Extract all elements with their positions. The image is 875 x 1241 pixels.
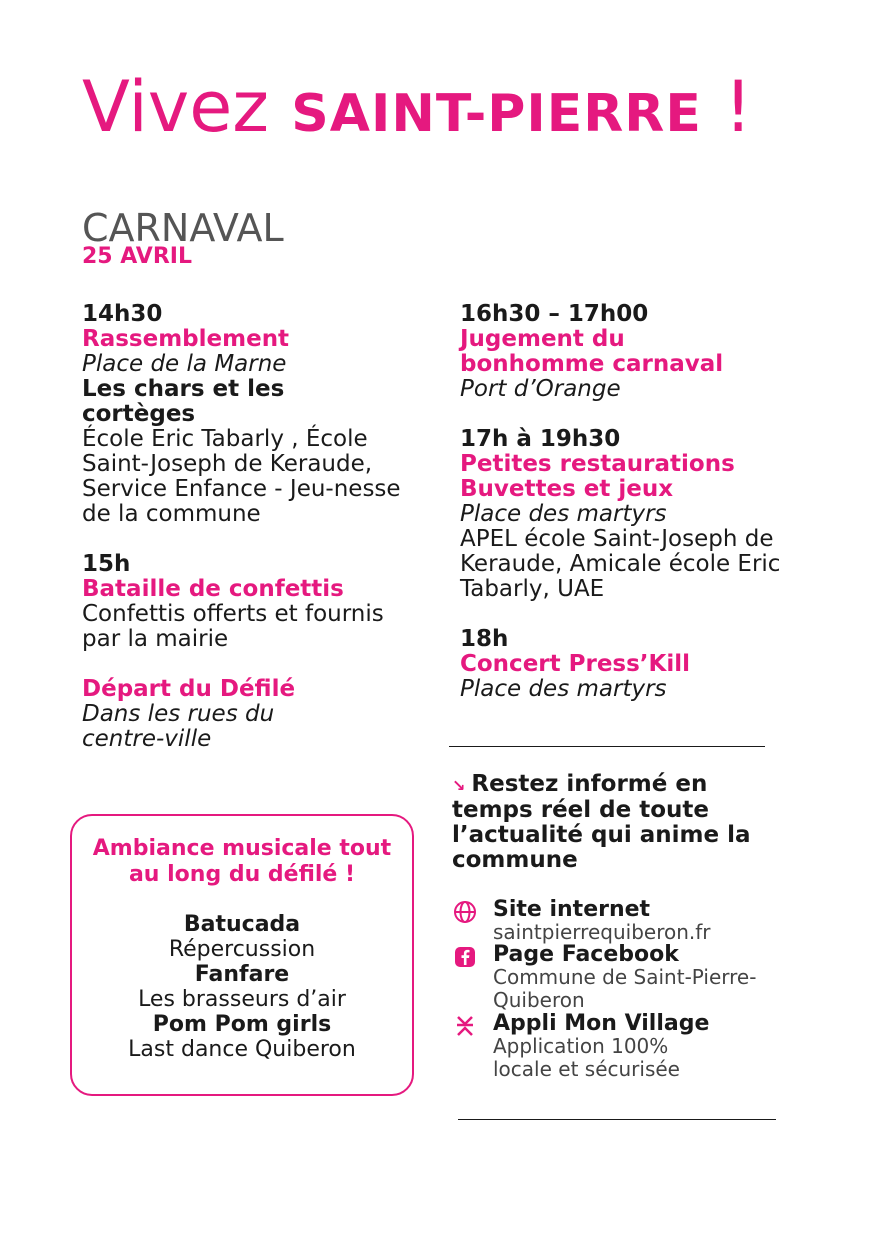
contact-value[interactable]: saintpierrequiberon.fr [493, 920, 711, 944]
contact-value: Application 100% locale et sécurisée [493, 1034, 680, 1081]
music-box [70, 814, 414, 1096]
schedule-item [460, 427, 790, 602]
mon-village-icon [452, 1014, 478, 1038]
page-title [82, 62, 752, 159]
contact-label: Site internet [493, 897, 651, 922]
music-list [72, 912, 412, 1062]
music-detail: Last dance Quiberon [128, 1037, 356, 1062]
schedule-time: 14h30 [82, 301, 163, 327]
schedule-place: Dans les rues du centre-ville [82, 701, 275, 752]
left-schedule [82, 302, 422, 777]
globe-icon [452, 900, 478, 924]
schedule-time: 15h [82, 551, 131, 577]
info-heading-block [452, 772, 772, 873]
arrow-down-right-icon: ↘ [452, 776, 466, 795]
schedule-time: 17h à 19h30 [460, 426, 621, 452]
contact-label: Page Facebook [493, 942, 679, 967]
schedule-item [82, 677, 422, 752]
event-date: 25 AVRIL [82, 244, 192, 269]
contact-value[interactable]: Commune de Saint-Pierre-Quiberon [493, 965, 757, 1012]
schedule-title: Départ du Défilé [82, 676, 296, 702]
event-name: CARNAVAL [82, 206, 284, 250]
music-name: Pom Pom girls [152, 1012, 332, 1037]
title-light: Vivez [82, 66, 270, 148]
contact-app[interactable] [452, 1012, 782, 1081]
divider [449, 746, 765, 747]
info-heading: Restez informé en temps réel de toute l’actualité qui anime la commune [452, 771, 751, 873]
schedule-description: École Eric Tabarly , École Saint-Joseph de Keraude, Service Enfance - Jeu-nesse de la commune [82, 426, 401, 527]
schedule-description: APEL école Saint-Joseph de Keraude, Amicale école Eric Tabarly, UAE [460, 526, 781, 602]
schedule-title: Rassemblement [82, 326, 290, 352]
contact-facebook[interactable] [452, 943, 782, 1012]
title-exclamation: ! [724, 66, 753, 148]
music-detail: Les brasseurs d’air [138, 987, 346, 1012]
schedule-title: Jugement du bonhomme carnaval [460, 326, 724, 377]
schedule-time: 16h30 – 17h00 [460, 301, 649, 327]
music-heading: Ambiance musicale tout au long du défilé ! [92, 836, 392, 887]
schedule-item [82, 302, 422, 527]
music-name: Fanfare [194, 962, 290, 987]
schedule-item [460, 302, 790, 402]
schedule-title: Petites restaurations Buvettes et jeux [460, 451, 735, 502]
facebook-icon [452, 945, 478, 969]
schedule-item [82, 552, 422, 652]
schedule-time: 18h [460, 626, 509, 652]
schedule-place: Port d’Orange [460, 376, 621, 402]
schedule-description: Confettis offerts et fournis par la mairie [82, 601, 384, 652]
music-detail: Répercussion [168, 937, 316, 962]
schedule-title: Bataille de confettis [82, 576, 344, 602]
contact-website[interactable] [452, 898, 782, 944]
schedule-place: Place de la Marne [82, 351, 287, 377]
schedule-place: Place des martyrs [460, 501, 667, 527]
schedule-title: Concert Press’Kill [460, 651, 691, 677]
music-name: Batucada [183, 912, 301, 937]
schedule-item [460, 627, 790, 702]
right-schedule [460, 302, 790, 727]
schedule-place: Place des martyrs [460, 676, 667, 702]
contact-label: Appli Mon Village [493, 1011, 710, 1036]
title-bold: SAINT-PIERRE [291, 84, 702, 144]
divider [458, 1119, 776, 1120]
schedule-subtitle: Les chars et les cortèges [82, 376, 285, 427]
